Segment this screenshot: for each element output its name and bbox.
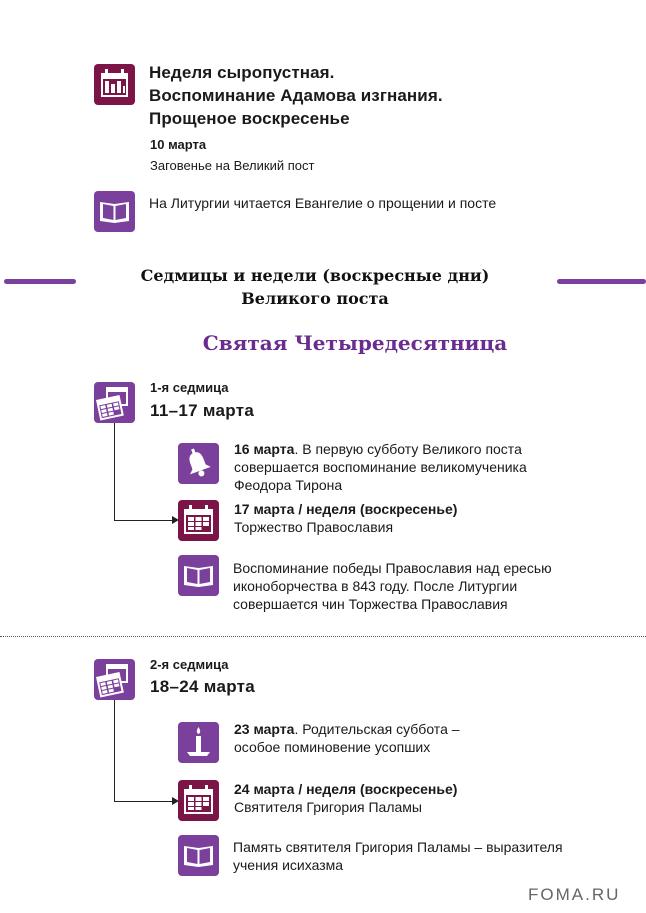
event-line: совершается воспоминание великомученика <box>234 459 527 475</box>
week-label: 2-я седмица <box>150 657 229 672</box>
event-line: . Родительская суббота – <box>294 721 460 737</box>
event-text <box>234 500 634 536</box>
event-date: 24 марта / неделя (воскресенье) <box>234 781 458 797</box>
calendar-icon <box>178 500 219 541</box>
book-icon <box>94 191 135 232</box>
title-line: Неделя сыропустная. <box>149 63 335 82</box>
event-line: Святителя Григория Паламы <box>234 799 422 815</box>
brand-logo[interactable]: FOMA.RU <box>528 885 621 904</box>
connector-line <box>114 423 115 520</box>
event-line: совершается чин Торжества Православия <box>233 596 508 612</box>
event-line: Память святителя Григория Паламы – выразителя <box>233 839 563 855</box>
sunday-title <box>149 61 529 130</box>
title-line: Воспоминание Адамова изгнания. <box>149 86 443 105</box>
divider-bar-left <box>4 279 76 284</box>
event-line: особое поминовение усопших <box>234 739 431 755</box>
connector-line <box>114 520 174 521</box>
calendar-icon <box>94 659 135 700</box>
event-line: учения исихазма <box>233 857 344 873</box>
event-line: Воспоминание победы Православия над ересью <box>233 560 552 576</box>
event-line: Торжество Православия <box>234 519 394 535</box>
divider-dotted <box>0 636 646 637</box>
candle-icon <box>178 722 219 763</box>
event-line: . В первую субботу Великого поста <box>294 441 522 457</box>
title-line: Прощеное воскресенье <box>149 109 350 128</box>
subtitle-text: Заговенье на Великий пост <box>150 158 315 173</box>
event-line: Феодора Тирона <box>234 477 343 493</box>
event-text <box>233 559 633 613</box>
calendar-icon <box>178 780 219 821</box>
event-text <box>234 440 634 494</box>
event-text <box>233 838 633 874</box>
event-date: 16 марта <box>234 441 295 457</box>
week-label: 1-я седмица <box>150 380 229 395</box>
divider-bar-right <box>557 279 646 284</box>
event-text <box>234 720 634 756</box>
gospel-note: На Литургии читается Евангелие о прощении и посте <box>149 195 497 211</box>
event-line: иконоборчества в 843 году. После Литургии <box>233 578 518 594</box>
week-range: 18–24 марта <box>150 677 256 696</box>
event-date: 23 марта <box>234 721 295 737</box>
heading-line: Великого поста <box>241 289 389 308</box>
event-text <box>234 780 634 816</box>
section-subheading: Святая Четыредесятница <box>202 331 508 355</box>
section-heading <box>90 264 540 310</box>
calendar-icon <box>94 382 135 423</box>
book-icon <box>178 835 219 876</box>
calendar-icon <box>94 64 135 105</box>
bell-icon <box>178 443 219 484</box>
week-range: 11–17 марта <box>150 401 255 420</box>
connector-line <box>114 801 174 802</box>
heading-line: Седмицы и недели (воскресные дни) <box>140 266 490 285</box>
date-label: 10 марта <box>150 137 207 152</box>
event-date: 17 марта / неделя (воскресенье) <box>234 501 458 517</box>
book-icon <box>178 555 219 596</box>
connector-line <box>114 700 115 801</box>
